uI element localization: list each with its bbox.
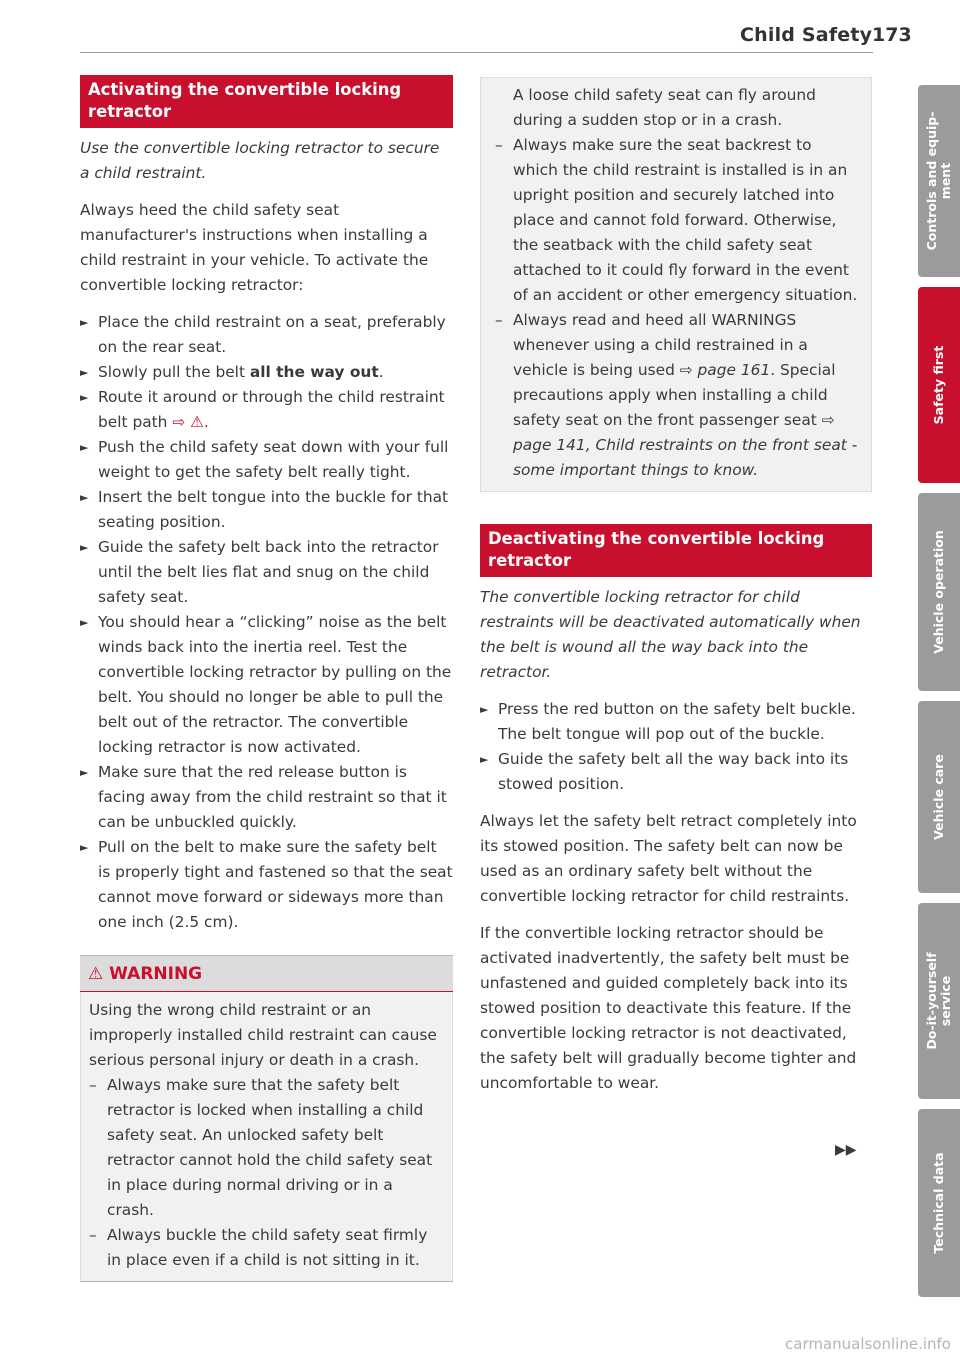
- warning-header: [80, 956, 453, 992]
- running-header-title: Child Safety: [740, 24, 873, 46]
- warning-body: [80, 992, 453, 1281]
- bullet-arrow-icon: ►: [480, 753, 489, 766]
- heading-line: retractor: [488, 551, 572, 570]
- bullet-arrow-icon: ►: [80, 316, 89, 329]
- dash-bullet: –: [495, 136, 503, 154]
- right-column: [480, 75, 872, 1096]
- paragraph: If the convertible locking retractor should be activated inadvertently, the safety belt must be unfastened and guided completely back into its stowed position to deactivate this feature. If the convertible locking retractor is not deactivated, the safety belt will gradually become tighter and uncomfortable to wear.: [480, 924, 857, 1092]
- bullet-arrow-icon: ►: [80, 366, 89, 379]
- list-item: – Always buckle the child safety seat firmly in place even if a child is not sitting in it.: [89, 1223, 444, 1273]
- warning-list: [89, 1073, 444, 1273]
- sidebar-tab-vehicle-care[interactable]: [918, 701, 960, 893]
- page-number: 173: [872, 24, 912, 46]
- step-list: [480, 697, 872, 797]
- warning-triangle-icon: ⚠: [88, 964, 104, 984]
- warning-continuation-box: [480, 77, 872, 492]
- sidebar-tab-label: Technical data: [931, 1152, 946, 1254]
- heading-line: Activating the convertible locking: [88, 80, 402, 99]
- sidebar-tab-label: Vehicle operation: [931, 530, 946, 654]
- list-item: – Always make sure that the safety belt retractor is locked when installing a child safety seat. An unlocked safety belt retractor cannot hold the child safety seat in place during normal driving or in a crash.: [89, 1073, 444, 1223]
- list-item: ► Guide the safety belt all the way back into its stowed position.: [480, 747, 872, 797]
- list-item: ► Slowly pull the belt all the way out.: [80, 360, 453, 385]
- heading-line: retractor: [88, 102, 172, 121]
- list-item: ► Insert the belt tongue into the buckle for that seating position.: [80, 485, 453, 535]
- bullet-arrow-icon: ►: [80, 391, 89, 404]
- bullet-arrow-icon: ►: [80, 491, 89, 504]
- list-item: ► Place the child restraint on a seat, preferably on the rear seat.: [80, 310, 453, 360]
- section-heading-activating: [80, 75, 453, 128]
- bullet-arrow-icon: ►: [80, 841, 89, 854]
- header-divider: [80, 52, 873, 53]
- sidebar-tab-label: Safety first: [931, 345, 946, 425]
- sidebar-tab-do-it-yourself[interactable]: [918, 903, 960, 1099]
- continue-arrow-icon: ▶▶: [835, 1142, 857, 1158]
- left-column: [80, 75, 453, 1282]
- sidebar-tab-label: Vehicle care: [931, 754, 946, 840]
- dash-bullet: –: [89, 1226, 97, 1244]
- section-heading-deactivating: [480, 524, 872, 577]
- warning-list: [495, 133, 861, 483]
- sidebar-tab-label: Do-it-yourself service: [924, 952, 953, 1050]
- bullet-arrow-icon: ►: [480, 703, 489, 716]
- page-reference-link[interactable]: ⇨ page 161: [679, 361, 771, 379]
- list-item: ► Press the red button on the safety belt buckle. The belt tongue will pop out of the buckle.: [480, 697, 872, 747]
- list-item: ► You should hear a “clicking” noise as the belt winds back into the inertia reel. Test the convertible locking retractor by pulling on the belt. You should no longer be able to pull the belt out of the retractor. The convertible locking retractor is now activated.: [80, 610, 453, 760]
- sidebar-tab-label: Controls and equip- ment: [924, 111, 953, 251]
- section-intro: Use the convertible locking retractor to secure a child restraint.: [80, 139, 440, 182]
- warning-title: WARNING: [109, 964, 203, 984]
- sidebar-tab-safety-first[interactable]: [918, 287, 960, 483]
- dash-bullet: –: [89, 1076, 97, 1094]
- section-intro: The convertible locking retractor for child restraints will be deactivated automatically when the belt is wound all the way back into the retractor.: [480, 588, 861, 681]
- warning-text: A loose child safety seat can fly around during a sudden stop or in a crash.: [513, 86, 816, 129]
- page-reference-link[interactable]: ⇨ page 141, Child restraints on the front seat - some important things to know.: [513, 411, 858, 479]
- dash-bullet: –: [495, 311, 503, 329]
- paragraph: Always let the safety belt retract completely into its stowed position. The safety belt can now be used as an ordinary safety belt without the convertible locking retractor for child restraints.: [480, 812, 857, 905]
- list-item: – Always make sure the seat backrest to which the child restraint is installed is in an upright position and securely latched into place and cannot fold forward. Otherwise, the seatback with the child safety seat attached to it could fly forward in the event of an accident or other emergency situation.: [495, 133, 861, 308]
- list-item: ► Route it around or through the child restraint belt path ⇨ ⚠.: [80, 385, 453, 435]
- list-item: – Always read and heed all WARNINGS whenever using a child restrained in a vehicle is being used ⇨ page 161. Special precautions apply when installing a child safety seat on the front passenger seat ⇨ page 141, Child restraints on the front seat - some important things to know.: [495, 308, 861, 483]
- bullet-arrow-icon: ►: [80, 616, 89, 629]
- bullet-arrow-icon: ►: [80, 766, 89, 779]
- bullet-arrow-icon: ►: [80, 441, 89, 454]
- list-item: ► Pull on the belt to make sure the safety belt is properly tight and fastened so that the seat cannot move forward or sideways more than one inch (2.5 cm).: [80, 835, 453, 935]
- warning-text: Using the wrong child restraint or an improperly installed child restraint can cause serious personal injury or death in a crash.: [89, 1001, 437, 1069]
- list-item: ► Guide the safety belt back into the retractor until the belt lies flat and snug on the child safety seat.: [80, 535, 453, 610]
- list-item: ► Make sure that the red release button is facing away from the child restraint so that it can be unbuckled quickly.: [80, 760, 453, 835]
- sidebar-tab-controls[interactable]: [918, 85, 960, 277]
- sidebar-tab-technical-data[interactable]: [918, 1109, 960, 1297]
- sidebar-tab-vehicle-operation[interactable]: [918, 493, 960, 691]
- heading-line: Deactivating the convertible locking: [488, 529, 825, 548]
- step-list: [80, 310, 453, 935]
- watermark: carmanualsonline.info: [785, 1335, 951, 1353]
- bullet-arrow-icon: ►: [80, 541, 89, 554]
- warning-reference-link[interactable]: ⇨ ⚠.: [172, 413, 209, 431]
- paragraph: Always heed the child safety seat manufacturer's instructions when installing a child restraint in your vehicle. To activate the convertible locking retractor:: [80, 201, 429, 294]
- warning-box: [80, 955, 453, 1282]
- list-item: ► Push the child safety seat down with your full weight to get the safety belt really tight.: [80, 435, 453, 485]
